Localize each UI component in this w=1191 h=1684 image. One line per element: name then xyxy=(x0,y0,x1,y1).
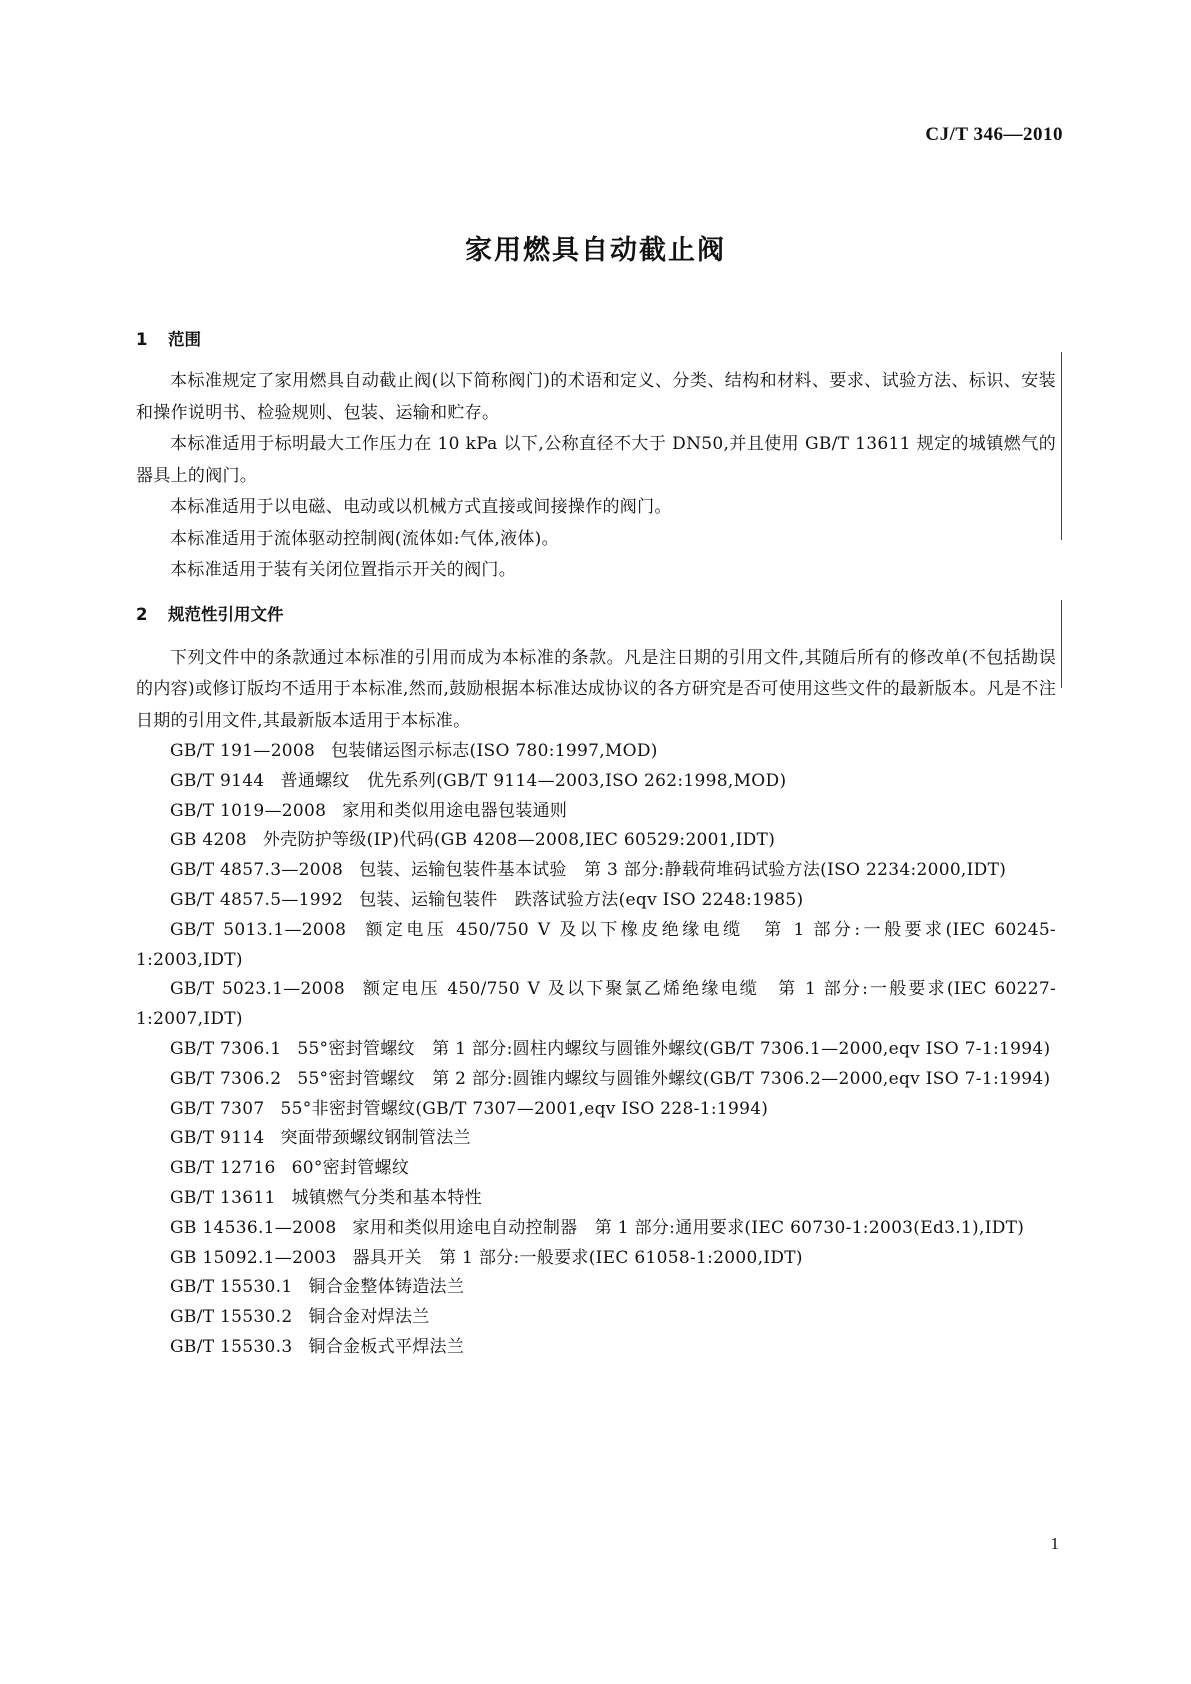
reference-title: 额定电压 450/750 V 及以下聚氯乙烯绝缘电缆 第 1 部分:一般要求(IEC 60227-1:2007,IDT) xyxy=(136,979,1057,1030)
reference-item xyxy=(136,1065,1056,1095)
reference-code: GB/T 9114 xyxy=(170,1128,265,1149)
reference-code: GB/T 7307 xyxy=(170,1098,265,1119)
reference-item xyxy=(136,1273,1056,1303)
reference-code: GB/T 7306.2 xyxy=(170,1068,282,1089)
reference-title: 家用和类似用途电器包装通则 xyxy=(342,800,568,821)
reference-title: 铜合金对焊法兰 xyxy=(308,1307,430,1328)
reference-code: GB/T 5023.1—2008 xyxy=(170,979,345,1000)
standard-code: CJ/T 346—2010 xyxy=(925,124,1063,145)
reference-code: GB/T 7306.1 xyxy=(170,1038,282,1059)
reference-item xyxy=(136,1035,1056,1065)
scope-paragraph: 本标准适用于装有关闭位置指示开关的阀门。 xyxy=(170,560,516,580)
reference-title: 铜合金板式平焊法兰 xyxy=(308,1336,465,1357)
reference-title: 包装、运输包装件基本试验 第 3 部分:静载荷堆码试验方法(ISO 2234:2000,IDT) xyxy=(359,860,1007,881)
reference-item xyxy=(136,1154,1056,1184)
reference-title: 铜合金整体铸造法兰 xyxy=(308,1277,465,1298)
reference-code: GB/T 13611 xyxy=(170,1187,276,1208)
page-number: 1 xyxy=(1050,1534,1059,1553)
reference-item xyxy=(136,1214,1056,1244)
reference-item xyxy=(136,1124,1056,1154)
reference-item xyxy=(136,1184,1056,1214)
reference-item xyxy=(136,916,1056,976)
section-title: 范围 xyxy=(168,330,201,349)
reference-title: 包装、运输包装件 跌落试验方法(eqv ISO 2248:1985) xyxy=(359,889,804,910)
reference-code: GB/T 15530.2 xyxy=(170,1307,293,1328)
reference-item xyxy=(136,826,1056,856)
reference-code: GB/T 9144 xyxy=(170,770,265,791)
scope-paragraph: 本标准规定了家用燃具自动截止阀(以下简称阀门)的术语和定义、分类、结构和材料、要求、试验方法、标识、安装和操作说明书、检验规则、包装、运输和贮存。 xyxy=(136,371,1056,423)
scope-paragraph: 本标准适用于标明最大工作压力在 10 kPa 以下,公称直径不大于 DN50,并且使用 GB/T 13611 规定的城镇燃气的器具上的阀门。 xyxy=(136,434,1056,486)
references-intro-paragraph: 下列文件中的条款通过本标准的引用而成为本标准的条款。凡是注日期的引用文件,其随后所有的修改单(不包括勘误的内容)或修订版均不适用于本标准,然而,鼓励根据本标准达成协议的各方研究是否可使用这些文件的最新版本。凡是不注日期的引用文件,其最新版本适用于本标准。 xyxy=(136,647,1056,731)
reference-title: 包装储运图示标志(ISO 780:1997,MOD) xyxy=(331,741,658,761)
reference-code: GB 14536.1—2008 xyxy=(170,1217,337,1238)
reference-title: 突面带颈螺纹钢制管法兰 xyxy=(280,1128,471,1149)
section-heading-scope xyxy=(136,326,1056,354)
reference-item xyxy=(136,1333,1056,1363)
reference-title: 器具开关 第 1 部分:一般要求(IEC 61058-1:2000,IDT) xyxy=(352,1247,803,1268)
reference-item xyxy=(136,886,1056,916)
revision-bar xyxy=(1061,352,1062,540)
section-heading-normative-references xyxy=(136,601,1056,629)
reference-item xyxy=(136,797,1056,827)
reference-item xyxy=(136,975,1056,1035)
reference-code: GB 15092.1—2003 xyxy=(170,1247,337,1268)
reference-item xyxy=(136,737,1056,767)
reference-item xyxy=(136,1244,1056,1274)
reference-code: GB/T 4857.3—2008 xyxy=(170,860,344,881)
scope-paragraph: 本标准适用于以电磁、电动或以机械方式直接或间接操作的阀门。 xyxy=(170,497,672,517)
reference-title: 55°密封管螺纹 第 1 部分:圆柱内螺纹与圆锥外螺纹(GB/T 7306.1—2000,eqv ISO 7-1:1994) xyxy=(297,1038,1051,1059)
reference-code: GB 4208 xyxy=(170,830,247,851)
reference-list xyxy=(136,737,1056,1363)
reference-title: 城镇燃气分类和基本特性 xyxy=(291,1187,482,1208)
reference-item xyxy=(136,767,1056,797)
document-title: 家用燃具自动截止阀 xyxy=(465,235,726,266)
reference-title: 55°密封管螺纹 第 2 部分:圆锥内螺纹与圆锥外螺纹(GB/T 7306.2—2000,eqv ISO 7-1:1994) xyxy=(297,1068,1051,1089)
reference-code: GB/T 191—2008 xyxy=(170,741,316,761)
section-title: 规范性引用文件 xyxy=(168,604,284,624)
reference-code: GB/T 15530.3 xyxy=(170,1336,293,1357)
reference-code: GB/T 5013.1—2008 xyxy=(170,919,347,940)
reference-title: 额定电压 450/750 V 及以下橡皮绝缘电缆 第 1 部分:一般要求(IEC 60245-1:2003,IDT) xyxy=(136,919,1056,970)
reference-title: 家用和类似用途电自动控制器 第 1 部分:通用要求(IEC 60730-1:2003(Ed3.1),IDT) xyxy=(352,1217,1025,1238)
reference-title: 60°密封管螺纹 xyxy=(291,1158,410,1179)
reference-code: GB/T 15530.1 xyxy=(170,1277,293,1298)
section-number: 1 xyxy=(136,330,148,349)
reference-item xyxy=(136,1303,1056,1333)
scope-paragraph: 本标准适用于流体驱动控制阀(流体如:气体,液体)。 xyxy=(170,528,559,549)
reference-item xyxy=(136,1095,1056,1125)
reference-code: GB/T 12716 xyxy=(170,1158,276,1179)
reference-code: GB/T 4857.5—1992 xyxy=(170,889,344,910)
document-body xyxy=(136,326,1056,1363)
reference-title: 普通螺纹 优先系列(GB/T 9114—2003,ISO 262:1998,MOD) xyxy=(280,770,787,791)
reference-code: GB/T 1019—2008 xyxy=(170,800,327,821)
reference-item xyxy=(136,856,1056,886)
reference-title: 55°非密封管螺纹(GB/T 7307—2001,eqv ISO 228-1:1994) xyxy=(280,1098,769,1119)
section-number: 2 xyxy=(136,604,148,624)
revision-bar xyxy=(1061,600,1062,688)
reference-title: 外壳防护等级(IP)代码(GB 4208—2008,IEC 60529:2001,IDT) xyxy=(262,830,776,851)
